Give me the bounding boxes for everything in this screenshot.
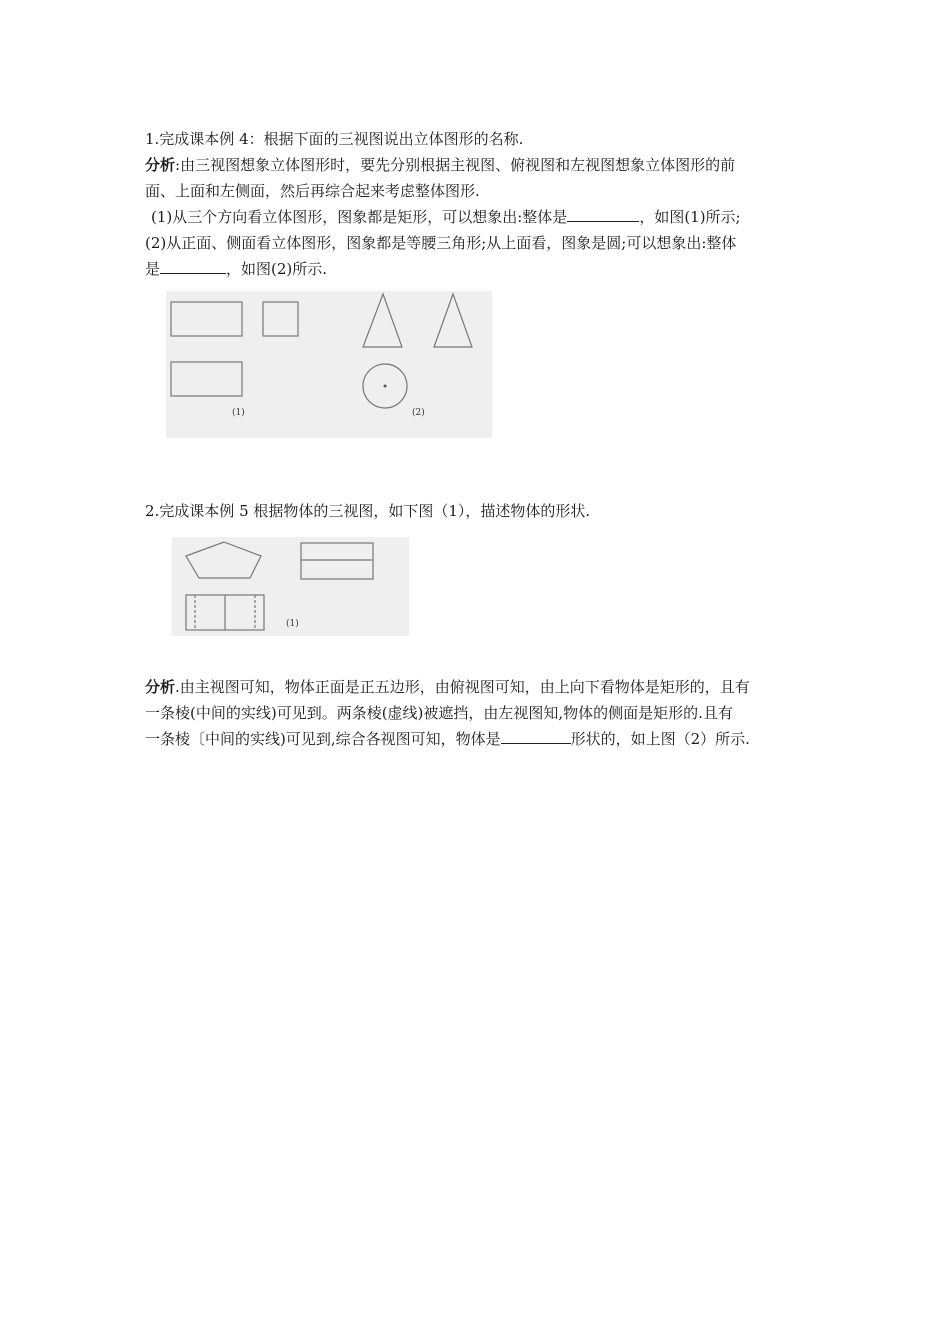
q2-analysis-line-3 — [145, 726, 825, 752]
q1-part-1-text: (1)从三个方向看立体图形，图象都是矩形，可以想象出:整体是 — [151, 208, 568, 226]
q1-part-1-suffix: ，如图(1)所示; — [639, 208, 741, 226]
q2-analysis-line-2: 一条棱(中间的实线)可见到。两条棱(虚线)被遮挡，由左视图知,物体的侧面是矩形的.且有 — [145, 704, 733, 722]
q2-analysis-suffix: 形状的，如上图（2）所示. — [570, 730, 750, 748]
q2-analysis-label: 分析 — [145, 678, 176, 696]
fig1-front-rectangle — [171, 302, 242, 336]
fig1-top-rectangle — [171, 362, 242, 396]
q2-analysis-line-1 — [145, 674, 825, 700]
fig2-front-triangle — [363, 294, 402, 347]
q1-answer-blank-2[interactable] — [160, 257, 226, 274]
q2-front-pentagon — [186, 542, 261, 578]
q2-top-rectangle — [301, 543, 373, 579]
q1-part-2-suffix: ，如图(2)所示. — [226, 260, 328, 278]
q1-analysis-label: 分析 — [145, 156, 176, 174]
q1-part-1 — [145, 204, 825, 230]
q2-analysis-text-3: 一条棱〔中间的实线)可见到,综合各视图可知，物体是 — [145, 730, 501, 748]
fig2-side-triangle — [434, 294, 472, 347]
q1-title: 1.完成课本例 4：根据下面的三视图说出立体图形的名称. — [145, 130, 524, 148]
question-1 — [145, 126, 825, 282]
fig1-side-square — [263, 302, 298, 336]
question-2 — [145, 498, 825, 524]
q2-fig-caption: (1) — [286, 619, 299, 629]
q1-figure-svg — [166, 291, 492, 438]
q2-analysis-text-1: .由主视图可知，物体正面是正五边形，由俯视图可知，由上向下看物体是矩形的，且有 — [175, 678, 750, 696]
q2-analysis — [145, 674, 825, 752]
q2-three-view-figure — [172, 537, 409, 636]
q1-analysis-line-1 — [145, 152, 825, 178]
fig1-caption: (1) — [232, 408, 245, 418]
q1-analysis-line-2: 面、上面和左侧面，然后再综合起来考虑整体图形. — [145, 182, 480, 200]
q2-answer-blank[interactable] — [501, 727, 571, 744]
fig2-caption: (2) — [412, 408, 425, 418]
q1-answer-blank-1[interactable] — [567, 205, 639, 222]
q1-three-view-figure — [166, 291, 492, 438]
q1-part-2-cont — [145, 256, 825, 282]
q1-part-2: (2)从正面、侧面看立体图形，图象都是等腰三角形;从上面看，图象是圆;可以想象出:整体 — [145, 234, 737, 252]
q1-analysis-text: :由三视图想象立体图形时，要先分别根据主视图、俯视图和左视图想象立体图形的前 — [175, 156, 736, 174]
fig2-circle-center — [384, 385, 387, 388]
q1-part-2-prefix: 是 — [145, 260, 161, 278]
q2-title: 2.完成课本例 5 根据物体的三视图，如下图（1），描述物体的形状. — [145, 502, 591, 520]
q2-figure-svg — [172, 537, 409, 636]
